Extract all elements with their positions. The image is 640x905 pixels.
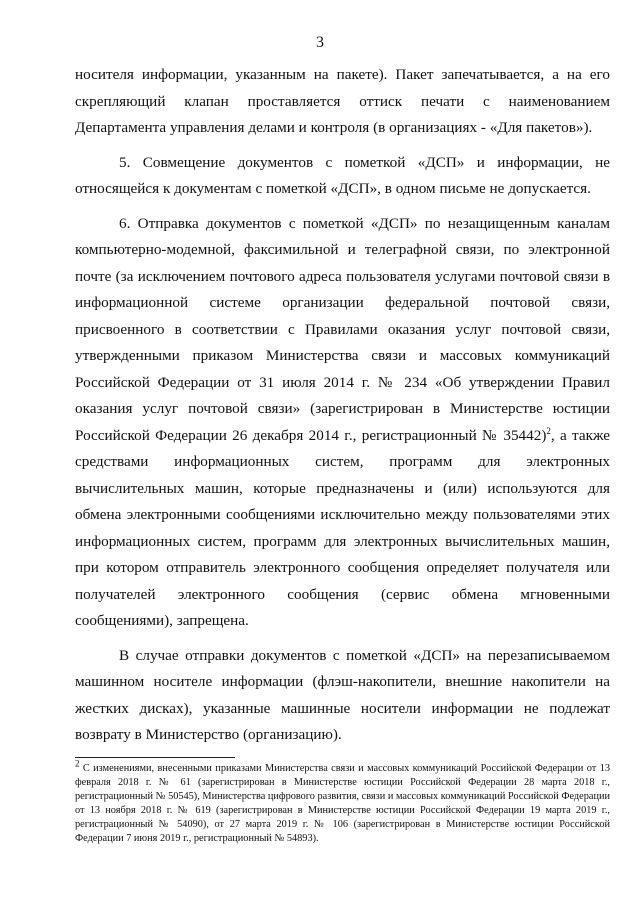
footnote-reference: 2: [546, 425, 551, 436]
paragraph-5: 5. Совмещение документов с пометкой «ДСП» и информации, не относящейся к документам с пометкой «ДСП», в одном письме не допускается.: [75, 153, 610, 197]
footnote-text: С изменениями, внесенными приказами Министерства связи и массовых коммуникаций Российской Федерации от 13 февраля 2018 г. № 61 (зарегистрирован в Министерстве юстиции Российской Федерации 28 марта 2018 г., регистрационный № 50545), Министерства цифрового развития, связи и массовых коммуникаций Российской Федерации от 13 ноября 2018 г. № 619 (зарегистрирован в Министерстве юстиции Российской Федерации 19 марта 2019 г., регистрационный № 54090), от 27 марта 2019 г. № 106 (зарегистрирован в Министерстве юстиции Российской Федерации 7 июня 2019 г., регистрационный № 54893).: [75, 763, 610, 844]
footnote: [75, 758, 610, 845]
footnote-separator: [75, 757, 235, 758]
paragraph-6: [75, 211, 610, 635]
document-body: [75, 62, 610, 757]
paragraph-continuation: носителя информации, указанным на пакете). Пакет запечатывается, а на его скрепляющий клапан проставляется оттиск печати с наименованием Департамента управления делами и контроля (в организациях - «Для пакетов»).: [75, 66, 610, 136]
footnote-mark: 2: [75, 758, 80, 769]
paragraph-7: В случае отправки документов с пометкой «ДСП» на перезаписываемом машинном носителе информации (флэш-накопители, внешние накопители на жестких дисках), указанные машинные носители информации не подлежат возврату в Министерство (организацию).: [75, 646, 610, 743]
paragraph-6-text-rest: , а также средствами информационных систем, программ для электронных вычислительных машин, которые предназначены и (или) используются для обмена электронными сообщениями исключительно между пользователями этих информационных систем, программ для электронных вычислительных машин, при котором отправитель электронного сообщения определяет получателя или получателей электронного сообщения (сервис обмена мгновенными сообщениями), запрещена.: [75, 426, 611, 629]
page-number: 3: [316, 34, 324, 51]
paragraph-6-text: 6. Отправка документов с пометкой «ДСП» по незащищенным каналам компьютерно-модемной, факсимильной и телеграфной связи, по электронной почте (за исключением почтового адреса пользователя услугами почтовой связи в информационной системе организации федеральной почтовой связи, присвоенного в соответствии с Правилами оказания услуг почтовой связи, утвержденными приказом Министерства связи и массовых коммуникаций Российской Федерации от 31 июля 2014 г. № 234 «Об утверждении Правил оказания услуг почтовой связи» (зарегистрирован в Министерстве юстиции Российской Федерации 26 декабря 2014 г., регистрационный № 35442): [75, 214, 610, 444]
